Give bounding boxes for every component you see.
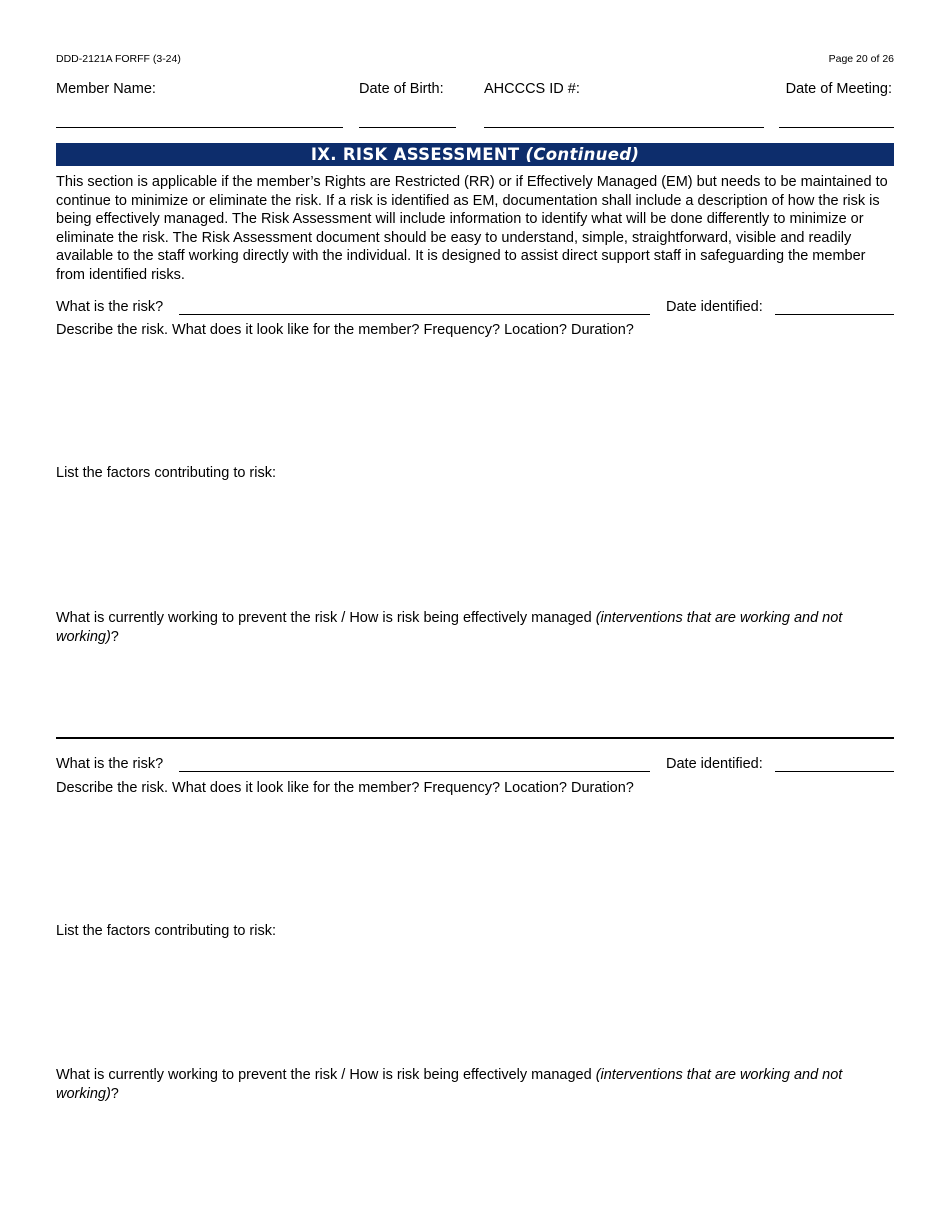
member-name-line (56, 127, 343, 128)
what-is-risk-input-2[interactable] (179, 752, 650, 770)
date-of-birth-label: Date of Birth: (359, 81, 444, 97)
what-is-risk-input-1[interactable] (179, 295, 650, 313)
member-name-input[interactable] (56, 107, 343, 125)
factors-textarea-2[interactable] (56, 945, 898, 1061)
describe-risk-label-2: Describe the risk. What does it look like for the member? Frequency? Location? Duration? (56, 780, 634, 796)
risk-divider (56, 737, 894, 739)
what-is-risk-line-1 (179, 314, 650, 315)
date-identified-label-2: Date identified: (666, 756, 763, 772)
date-of-meeting-label: Date of Meeting: (785, 81, 892, 97)
working-prefix-2: What is currently working to prevent the risk / How is risk being effectively managed (56, 1067, 596, 1083)
working-textarea-2[interactable] (56, 1108, 898, 1202)
date-identified-input-1[interactable] (775, 295, 894, 313)
working-suffix-2: ? (110, 1085, 119, 1102)
date-of-birth-line (359, 127, 456, 128)
factors-textarea-1[interactable] (56, 487, 898, 603)
date-identified-line-1 (775, 314, 894, 315)
working-italic-1: (interventions that are working and not working) (56, 610, 843, 645)
section-title: IX. RISK ASSESSMENT (310, 145, 520, 164)
what-is-risk-line-2 (179, 771, 650, 772)
date-of-birth-input[interactable] (359, 107, 456, 125)
factors-label-2: List the factors contributing to risk: (56, 923, 277, 939)
date-identified-input-2[interactable] (775, 752, 894, 770)
date-of-meeting-input[interactable] (779, 107, 894, 125)
what-is-risk-label-2: What is the risk? (56, 756, 164, 772)
ahcccs-id-line (484, 127, 764, 128)
form-id: DDD-2121A FORFF (3-24) (56, 53, 181, 65)
factors-label-1: List the factors contributing to risk: (56, 465, 277, 481)
working-textarea-1[interactable] (56, 650, 898, 736)
working-label-2 (56, 1066, 894, 1103)
describe-risk-textarea-2[interactable] (56, 802, 898, 918)
ahcccs-id-label: AHCCCS ID #: (484, 81, 580, 97)
ahcccs-id-input[interactable] (484, 107, 764, 125)
date-identified-label-1: Date identified: (666, 299, 763, 315)
section-title-suffix: (Continued) (525, 145, 640, 164)
page-number: Page 20 of 26 (828, 53, 894, 65)
working-label-1 (56, 609, 894, 646)
section-intro: This section is applicable if the member’s Rights are Restricted (RR) or if Effectively Managed (EM) but needs to be maintained to continue to minimize or eliminate the risk. If a risk is identified as EM, documentation shall include a description of how the risk is being effectively managed. The Risk Assessment will include information to identify what will be done differently to minimize or eliminate the risk. The Risk Assessment document should be easy to understand, simple, straightforward, visible and readily available to the staff working directly with the individual. It is designed to assist direct support staff in safeguarding the member from identified risks. (56, 174, 888, 283)
describe-risk-textarea-1[interactable] (56, 344, 898, 460)
describe-risk-label-1: Describe the risk. What does it look like for the member? Frequency? Location? Duration? (56, 322, 634, 338)
date-of-meeting-line (779, 127, 894, 128)
what-is-risk-label-1: What is the risk? (56, 299, 164, 315)
date-identified-line-2 (775, 771, 894, 772)
working-suffix-1: ? (110, 628, 119, 645)
member-name-label: Member Name: (56, 81, 156, 97)
working-italic-2: (interventions that are working and not working) (56, 1067, 843, 1102)
section-header (56, 143, 894, 166)
working-prefix-1: What is currently working to prevent the risk / How is risk being effectively managed (56, 610, 596, 626)
